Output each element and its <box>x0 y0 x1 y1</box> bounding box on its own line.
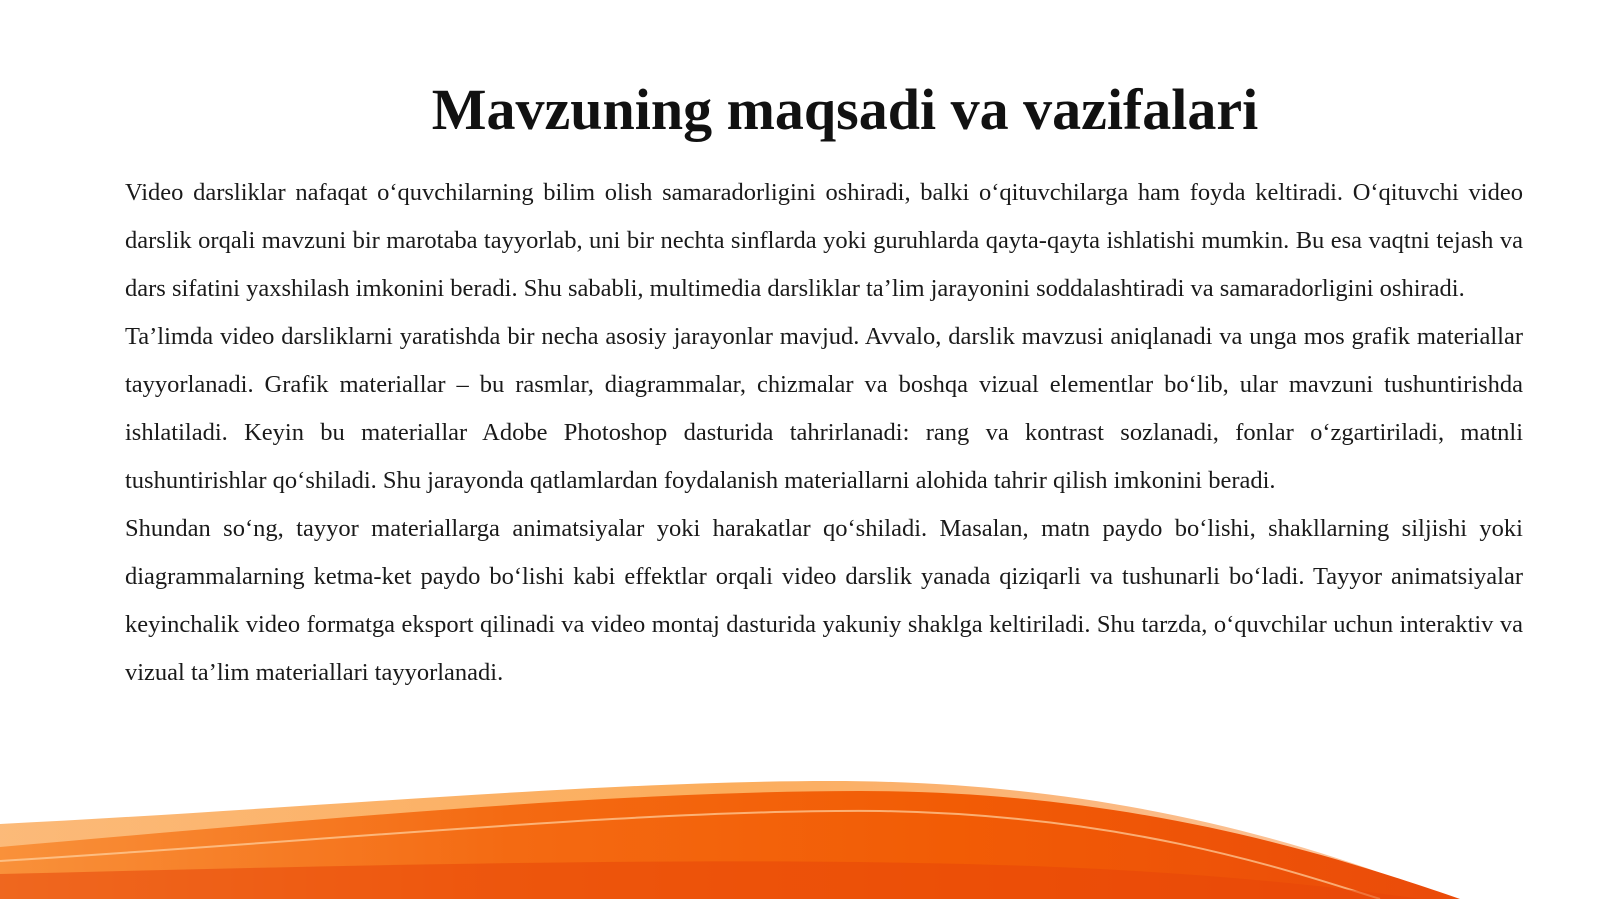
slide-title: Mavzuning maqsadi va vazifalari <box>431 77 1259 142</box>
decorative-wave <box>0 769 1600 899</box>
slide-body <box>125 169 1523 697</box>
paragraph-1: Video darsliklar nafaqat o‘quvchilarning bilim olish samaradorligini oshiradi, balki o‘qituvchilarga ham foyda keltiradi. O‘qituvchi video darslik orqali mavzuni bir marotaba tayyorlab, uni bir nechta sinflarda yoki guruhlarda qayta-qayta ishlatishi mumkin. Bu esa vaqtni tejash va dars sifatini yaxshilash imkonini beradi. Shu sababli, multimedia darsliklar ta’lim jarayonini soddalashtiradi va samaradorligini oshiradi. <box>125 179 1523 302</box>
paragraph-2: Ta’limda video darsliklarni yaratishda bir necha asosiy jarayonlar mavjud. Avvalo, darslik mavzusi aniqlanadi va unga mos grafik materiallar tayyorlanadi. Grafik materiallar – bu rasmlar, diagrammalar, chizmalar va boshqa vizual elementlar bo‘lib, ular mavzuni tushuntirishda ishlatiladi. Keyin bu materiallar Adobe Photoshop dasturida tahrirlanadi: rang va kontrast sozlanadi, fonlar o‘zgartiriladi, matnli tushuntirishlar qo‘shiladi. Shu jarayonda qatlamlardan foydalanish materiallarni alohida tahrir qilish imkonini beradi. <box>125 323 1523 494</box>
paragraph-3: Shundan so‘ng, tayyor materiallarga animatsiyalar yoki harakatlar qo‘shiladi. Masalan, matn paydo bo‘lishi, shakllarning siljishi yoki diagrammalarning ketma-ket paydo bo‘lishi kabi effektlar orqali video darslik yanada qiziqarli va tushunarli bo‘ladi. Tayyor animatsiyalar keyinchalik video formatga eksport qilinadi va video montaj dasturida yakuniy shaklga keltiriladi. Shu tarzda, o‘quvchilar uchun interaktiv va vizual ta’lim materiallari tayyorlanadi. <box>125 515 1523 686</box>
